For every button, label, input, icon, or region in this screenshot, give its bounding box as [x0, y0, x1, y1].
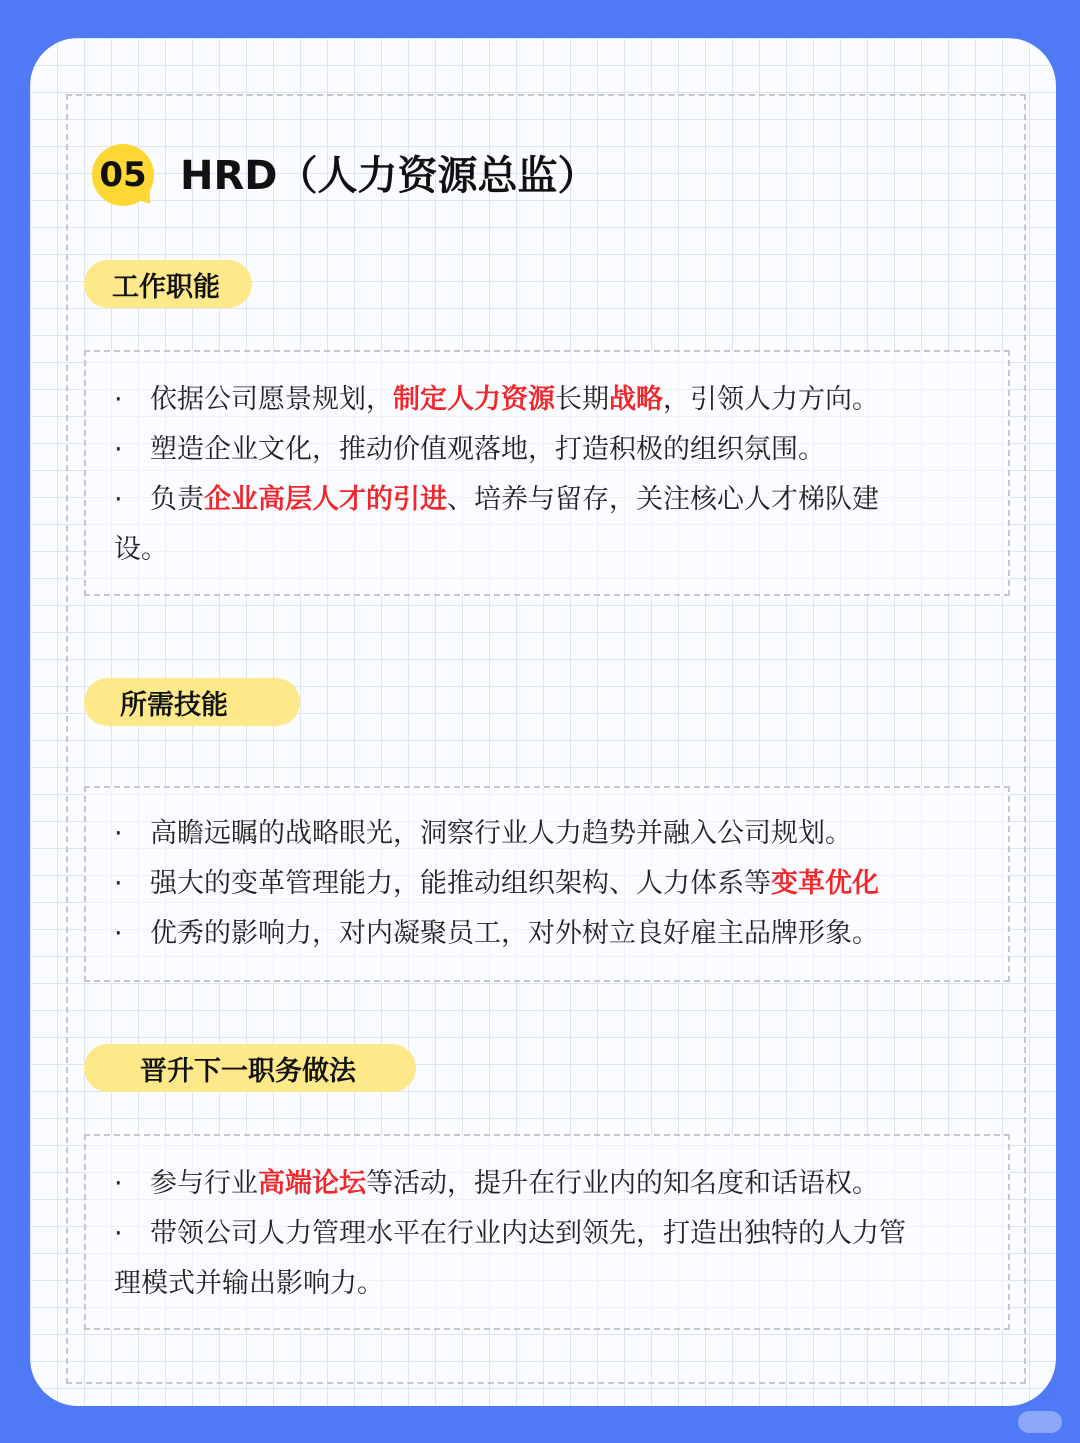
- bullet: ·: [114, 484, 123, 515]
- content-card: [30, 38, 1056, 1406]
- section-label-skills: [84, 678, 300, 726]
- text-segment: 、培养与留存，关注核心人才梯队建: [447, 484, 879, 515]
- number-badge-text: 05: [99, 155, 147, 195]
- highlight-text: 变革优化: [771, 868, 879, 899]
- section-label-duties: [84, 260, 252, 308]
- text-segment: 强大的变革管理能力，能推动组织架构、人力体系等: [150, 868, 771, 899]
- section-label-text: 晋升下一职务做法: [140, 1055, 356, 1087]
- page-title: HRD（人力资源总监）: [180, 153, 598, 199]
- list-item: [114, 432, 825, 468]
- list-item: [114, 816, 852, 852]
- text-segment: 长期: [555, 384, 609, 415]
- text-segment: 塑造企业文化，推动价值观落地，打造积极的组织氛围。: [150, 434, 825, 465]
- list-item: [114, 382, 879, 418]
- bullet: ·: [114, 1218, 123, 1249]
- section-label-text: 所需技能: [120, 689, 228, 721]
- highlight-text: 战略: [609, 384, 663, 415]
- list-item-continuation: [114, 1266, 384, 1302]
- bullet: ·: [114, 868, 123, 899]
- list-item: [114, 866, 879, 902]
- bullet: ·: [114, 818, 123, 849]
- section-label-text: 工作职能: [112, 271, 220, 303]
- text-segment: 依据公司愿景规划，: [150, 384, 393, 415]
- text-segment: 理模式并输出影响力。: [114, 1268, 384, 1299]
- text-segment: 参与行业: [150, 1168, 258, 1199]
- highlight-text: 高端论坛: [258, 1168, 366, 1199]
- list-item-continuation: [114, 532, 168, 568]
- text-segment: 优秀的影响力，对内凝聚员工，对外树立良好雇主品牌形象。: [150, 918, 879, 949]
- bullet: ·: [114, 918, 123, 949]
- watermark-mark: [1018, 1411, 1062, 1433]
- list-item: [114, 1166, 879, 1202]
- text-segment: 负责: [150, 484, 204, 515]
- highlight-text: 企业高层人才的引进: [204, 484, 447, 515]
- text-segment: 等活动，提升在行业内的知名度和话语权。: [366, 1168, 879, 1199]
- bullet: ·: [114, 434, 123, 465]
- bullet: ·: [114, 1168, 123, 1199]
- list-item: [114, 1216, 906, 1252]
- list-item: [114, 482, 879, 518]
- text-segment: 设。: [114, 534, 168, 565]
- text-segment: 高瞻远瞩的战略眼光，洞察行业人力趋势并融入公司规划。: [150, 818, 852, 849]
- highlight-text: 制定人力资源: [393, 384, 555, 415]
- text-segment: 带领公司人力管理水平在行业内达到领先，打造出独特的人力管: [150, 1218, 906, 1249]
- bullet: ·: [114, 384, 123, 415]
- section-label-promotion: [84, 1044, 416, 1092]
- text-segment: ，引领人力方向。: [663, 384, 879, 415]
- list-item: [114, 916, 879, 952]
